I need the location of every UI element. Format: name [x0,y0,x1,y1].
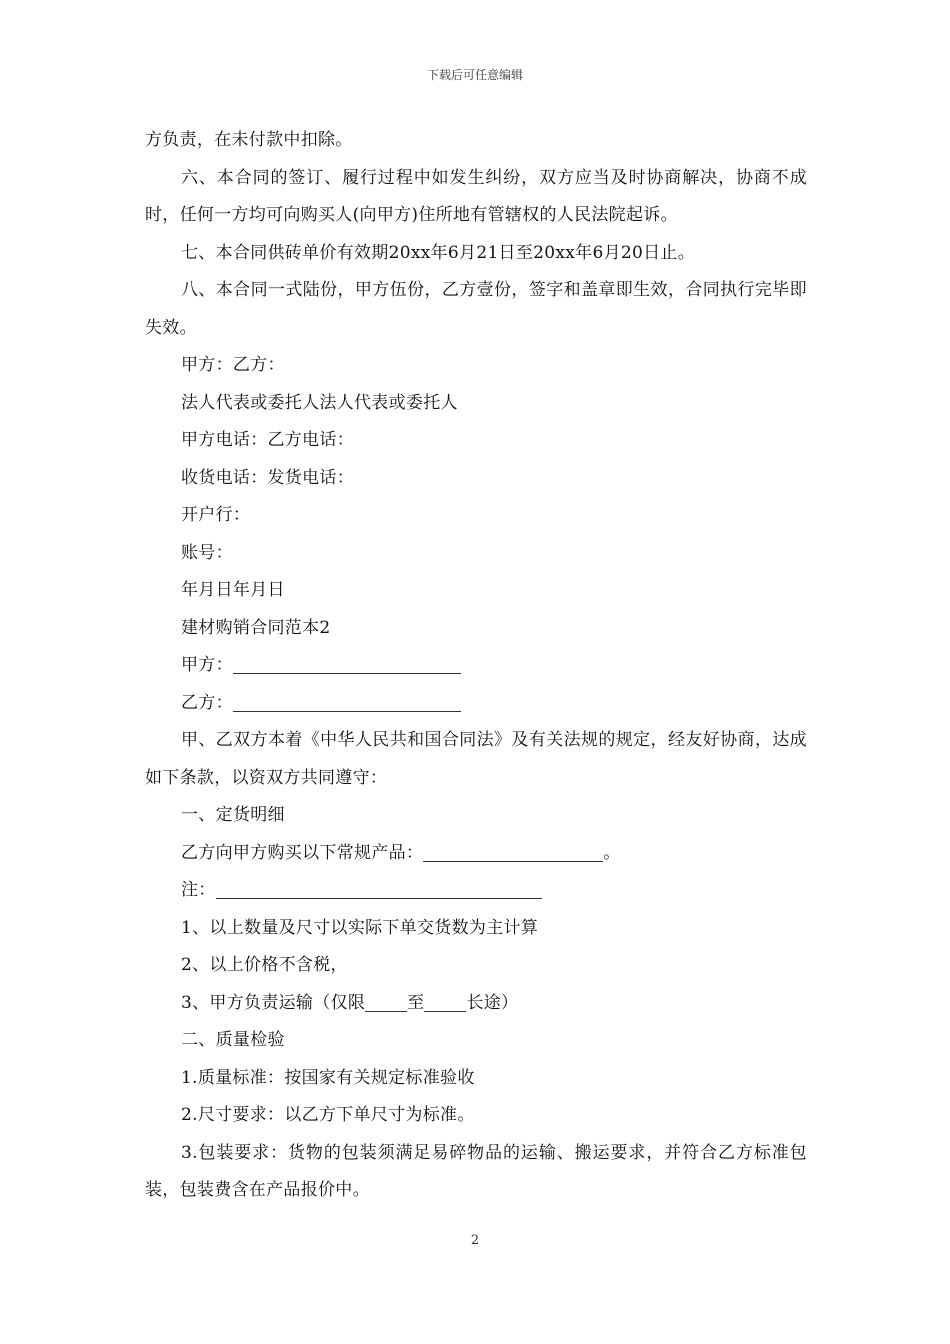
transport-end: 长途） [466,992,519,1013]
packaging-requirement: 3.包装要求：货物的包装须满足易碎物品的运输、搬运要求，并符合乙方标准包装，包装费含在产品报价中。 [145,1142,807,1200]
note-label: 注： [181,880,216,900]
transport-label: 3、甲方负责运输（仅限 [181,992,366,1013]
page-header: 下载后可任意编辑 [426,68,523,82]
size-requirement: 2.尺寸要求：以乙方下单尺寸为标准。 [181,1105,475,1125]
phone-line: 甲方电话：乙方电话： [181,430,354,450]
quality-standard: 1.质量标准：按国家有关规定标准验收 [181,1067,475,1088]
section-title: 建材购销合同范本2 [181,617,331,638]
paragraph: 方负责，在未付款中扣除。 [145,130,353,150]
party-a-blank [233,655,461,674]
account-line: 账号： [181,542,233,563]
transport-to: 至 [407,992,425,1013]
page-number: 2 [470,1233,480,1248]
item-1: 1、以上数量及尺寸以实际下单交货数为主计算 [181,917,539,938]
note-line [145,872,807,910]
party-b-line [145,685,807,723]
product-label: 乙方向甲方购买以下常规产品： [181,842,424,863]
to-blank [424,993,466,1012]
item-3 [145,985,807,1023]
document-body [145,122,807,1210]
party-a-line [145,647,807,685]
from-blank [365,993,407,1012]
heading-order-details: 一、定货明细 [181,805,285,825]
product-blank [423,843,603,862]
product-line [145,835,807,873]
party-b-blank [233,693,461,712]
note-blank [216,880,542,899]
party-a-label: 甲方： [181,655,233,675]
heading-quality: 二、质量检验 [181,1030,285,1050]
bank-line: 开户行： [181,505,251,525]
product-end: 。 [603,842,621,863]
representative-line: 法人代表或委托人法人代表或委托人 [181,392,458,413]
party-line: 甲方：乙方： [181,355,285,375]
item-2: 2、以上价格不含税， [181,955,348,975]
delivery-phone-line: 收货电话：发货电话： [181,467,354,488]
preamble: 甲、乙双方本着《中华人民共和国合同法》及有关法规的规定，经友好协商，达成如下条款，以资双方共同遵守： [145,730,807,788]
clause-seven: 七、本合同供砖单价有效期20xx年6月21日至20xx年6月20日止。 [181,242,696,263]
clause-six: 六、本合同的签订、履行过程中如发生纠纷，双方应当及时协商解决，协商不成时，任何一方均可向购买人(向甲方)住所地有管辖权的人民法院起诉。 [145,167,807,225]
party-b-label: 乙方： [181,692,233,713]
clause-eight: 八、本合同一式陆份，甲方伍份，乙方壹份，签字和盖章即生效，合同执行完毕即失效。 [145,280,807,338]
date-line: 年月日年月日 [181,580,285,600]
